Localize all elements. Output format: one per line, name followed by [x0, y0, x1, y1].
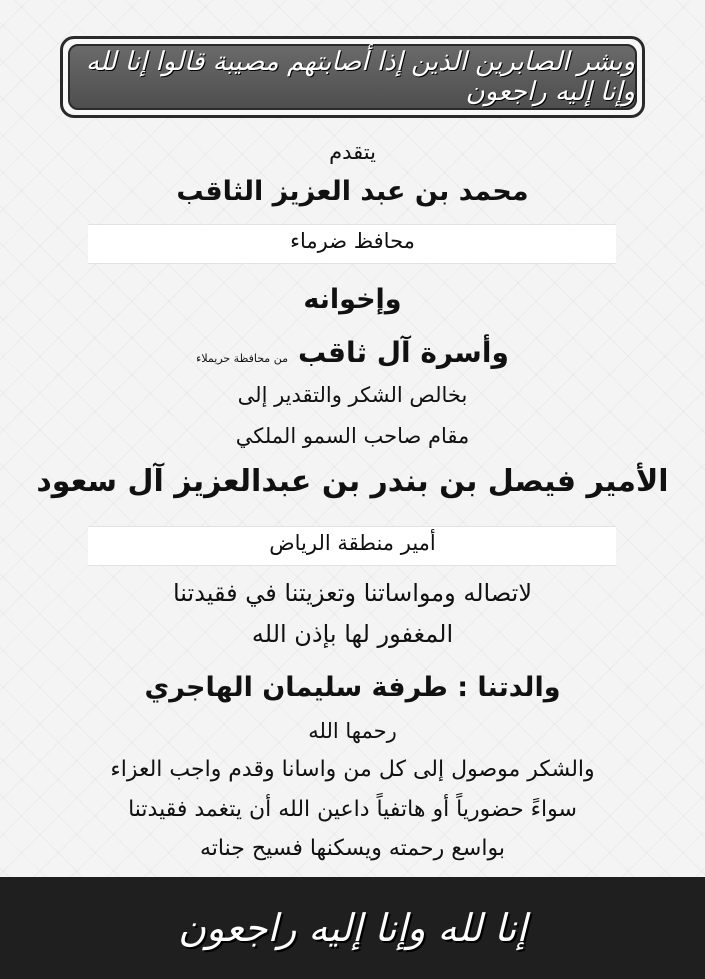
- intro-text: يتقدم: [329, 140, 376, 164]
- sender-title: محافظ ضرماء: [290, 229, 415, 253]
- closing-line-2: سواءً حضورياً أو هاتفياً داعين الله أن يتغمد فقيدتنا: [128, 797, 577, 822]
- sender-name: محمد بن عبد العزيز الثاقب: [176, 176, 529, 207]
- footer-verse: إنا لله وإنا إليه راجعون: [178, 906, 527, 950]
- prince-name: الأمير فيصل بن بندر بن عبدالعزيز آل سعود: [36, 464, 669, 499]
- honorific-line: مقام صاحب السمو الملكي: [235, 424, 470, 448]
- prince-title: أمير منطقة الرياض: [269, 531, 436, 555]
- condolence-line-2: المغفور لها بإذن الله: [251, 620, 454, 648]
- closing-line-1: والشكر موصول إلى كل من واسانا وقدم واجب العزاء: [110, 757, 595, 782]
- closing-line-3: بواسع رحمته ويسكنها فسيح جناته: [200, 836, 505, 861]
- deceased-name: والدتنا : طرفة سليمان الهاجري: [144, 672, 561, 703]
- family-name: وأسرة آل ثاقب: [297, 336, 509, 369]
- mercy-text: رحمها الله: [308, 719, 397, 743]
- header-verse: وبشر الصابرين الذين إذا أصابتهم مصيبة قالوا إنا لله وإنا إليه راجعون: [68, 44, 637, 110]
- footer-banner: [0, 877, 705, 979]
- family-row: [0, 336, 705, 369]
- family-origin: من محافظة حريملاء: [196, 352, 288, 365]
- thanks-line: بخالص الشكر والتقدير إلى: [237, 383, 468, 407]
- header-banner: [60, 36, 645, 118]
- brothers-text: وإخوانه: [303, 284, 402, 315]
- condolence-line-1: لاتصاله ومواساتنا وتعزيتنا في فقيدتنا: [172, 579, 533, 607]
